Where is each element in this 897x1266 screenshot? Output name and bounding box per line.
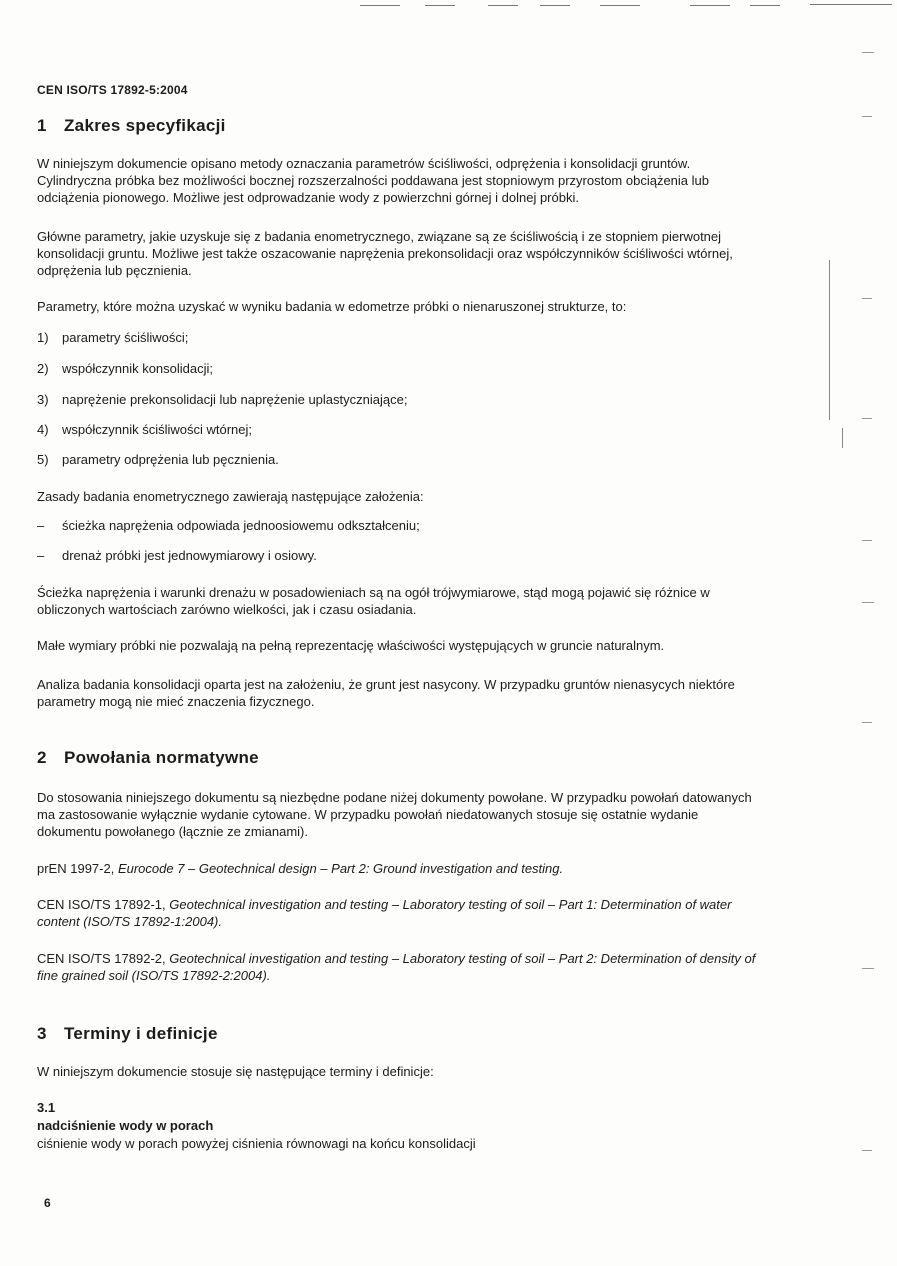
section-title: Terminy i definicje bbox=[64, 1024, 218, 1043]
list-item: 1) parametry ściśliwości; bbox=[37, 330, 189, 345]
list-item: 4) współczynnik ściśliwości wtórnej; bbox=[37, 422, 252, 437]
normative-reference: CEN ISO/TS 17892-2, Geotechnical investigation and testing – Laboratory testing of soil – Part 2: Determination of density of fine grained soil (ISO/TS 17892-2:2004). bbox=[37, 951, 756, 983]
list-item: – drenaż próbki jest jednowymiarowy i osiowy. bbox=[37, 548, 317, 563]
paragraph: Do stosowania niniejszego dokumentu są niezbędne podane niżej dokumenty powołane. W przypadku powołań datowanych ma zastosowanie wyłącznie wydanie cytowane. W przypadku powołań niedatowanych stosuje się ostatnie wydanie dokumentu powołanego (łącznie ze zmianami). bbox=[37, 790, 752, 839]
scan-edge-top bbox=[600, 5, 640, 6]
scan-edge-top bbox=[425, 5, 455, 6]
scan-margin-mark bbox=[862, 968, 874, 969]
scan-edge-top bbox=[488, 5, 518, 6]
scan-edge-top bbox=[540, 5, 570, 6]
section-title: Powołania normatywne bbox=[64, 748, 259, 767]
scan-margin-mark bbox=[862, 722, 872, 723]
term-number: 3.1 bbox=[37, 1100, 56, 1115]
scan-margin-mark bbox=[862, 602, 874, 603]
normative-reference: prEN 1997-2, Eurocode 7 – Geotechnical design – Part 2: Ground investigation and testing. bbox=[37, 861, 564, 876]
paragraph: W niniejszym dokumencie stosuje się następujące terminy i definicje: bbox=[37, 1064, 434, 1079]
list-item: 2) współczynnik konsolidacji; bbox=[37, 361, 214, 376]
scan-margin-mark bbox=[862, 52, 874, 53]
scan-margin-mark bbox=[862, 418, 872, 419]
list-item: – ścieżka naprężenia odpowiada jednoosiowemu odkształceniu; bbox=[37, 518, 420, 533]
paragraph: Analiza badania konsolidacji oparta jest na założeniu, że grunt jest nasycony. W przypadku gruntów nienasycych niektóre parametry mogą nie mieć znaczenia fizycznego. bbox=[37, 677, 735, 709]
scan-margin-mark bbox=[862, 116, 872, 117]
scan-edge-top bbox=[750, 5, 780, 6]
section-title: Zakres specyfikacji bbox=[64, 116, 226, 135]
section-number: 3 bbox=[37, 1024, 47, 1043]
paragraph: Zasady badania enometrycznego zawierają następujące założenia: bbox=[37, 489, 424, 504]
scan-margin-mark bbox=[862, 540, 872, 541]
normative-reference: CEN ISO/TS 17892-1, Geotechnical investigation and testing – Laboratory testing of soil – Part 1: Determination of water content (ISO/TS 17892-1:2004). bbox=[37, 897, 732, 929]
paragraph: Ścieżka naprężenia i warunki drenażu w posadowieniach są na ogół trójwymiarowe, stąd mogą pojawić się różnice w obliczonych wartościach zarówno wielkości, jak i czasu osiadania. bbox=[37, 585, 710, 617]
section-number: 1 bbox=[37, 116, 47, 135]
document-code: CEN ISO/TS 17892-5:2004 bbox=[37, 83, 188, 97]
scan-edge-top bbox=[360, 5, 400, 6]
scan-vertical-mark bbox=[829, 260, 830, 420]
list-item: 3) naprężenie prekonsolidacji lub naprężenie uplastyczniające; bbox=[37, 392, 408, 407]
scan-margin-mark bbox=[862, 1150, 872, 1151]
scan-vertical-mark bbox=[842, 428, 843, 448]
scan-margin-mark bbox=[862, 298, 872, 299]
list-item: 5) parametry odprężenia lub pęcznienia. bbox=[37, 452, 279, 467]
page-number: 6 bbox=[44, 1196, 51, 1210]
section-heading bbox=[37, 1024, 218, 1044]
paragraph: W niniejszym dokumencie opisano metody oznaczania parametrów ściśliwości, odprężenia i konsolidacji gruntów. Cylindryczna próbka bez możliwości bocznej rozszerzalności poddawana jest stopniowym przyrostom obciążenia lub odciążenia pionowego. Możliwe jest odprowadzanie wody z powierzchni górnej i dolnej próbki. bbox=[37, 156, 709, 205]
paragraph: Główne parametry, jakie uzyskuje się z badania enometrycznego, związane są ze ściśliwością i ze stopniem pierwotnej konsolidacji gruntu. Możliwe jest także oszacowanie naprężenia prekonsolidacji oraz współczynników ściśliwości wtórnej, odprężenia lub pęcznienia. bbox=[37, 229, 733, 278]
term-definition: ciśnienie wody w porach powyżej ciśnienia równowagi na końcu konsolidacji bbox=[37, 1136, 476, 1151]
paragraph: Parametry, które można uzyskać w wyniku badania w edometrze próbki o nienaruszonej strukturze, to: bbox=[37, 299, 627, 314]
section-heading bbox=[37, 748, 259, 768]
scan-edge-top bbox=[810, 4, 892, 5]
scan-edge-top bbox=[690, 5, 730, 6]
section-number: 2 bbox=[37, 748, 47, 767]
section-heading bbox=[37, 116, 226, 136]
paragraph: Małe wymiary próbki nie pozwalają na pełną reprezentację właściwości występujących w gruncie naturalnym. bbox=[37, 638, 665, 653]
term-name: nadciśnienie wody w porach bbox=[37, 1118, 214, 1133]
